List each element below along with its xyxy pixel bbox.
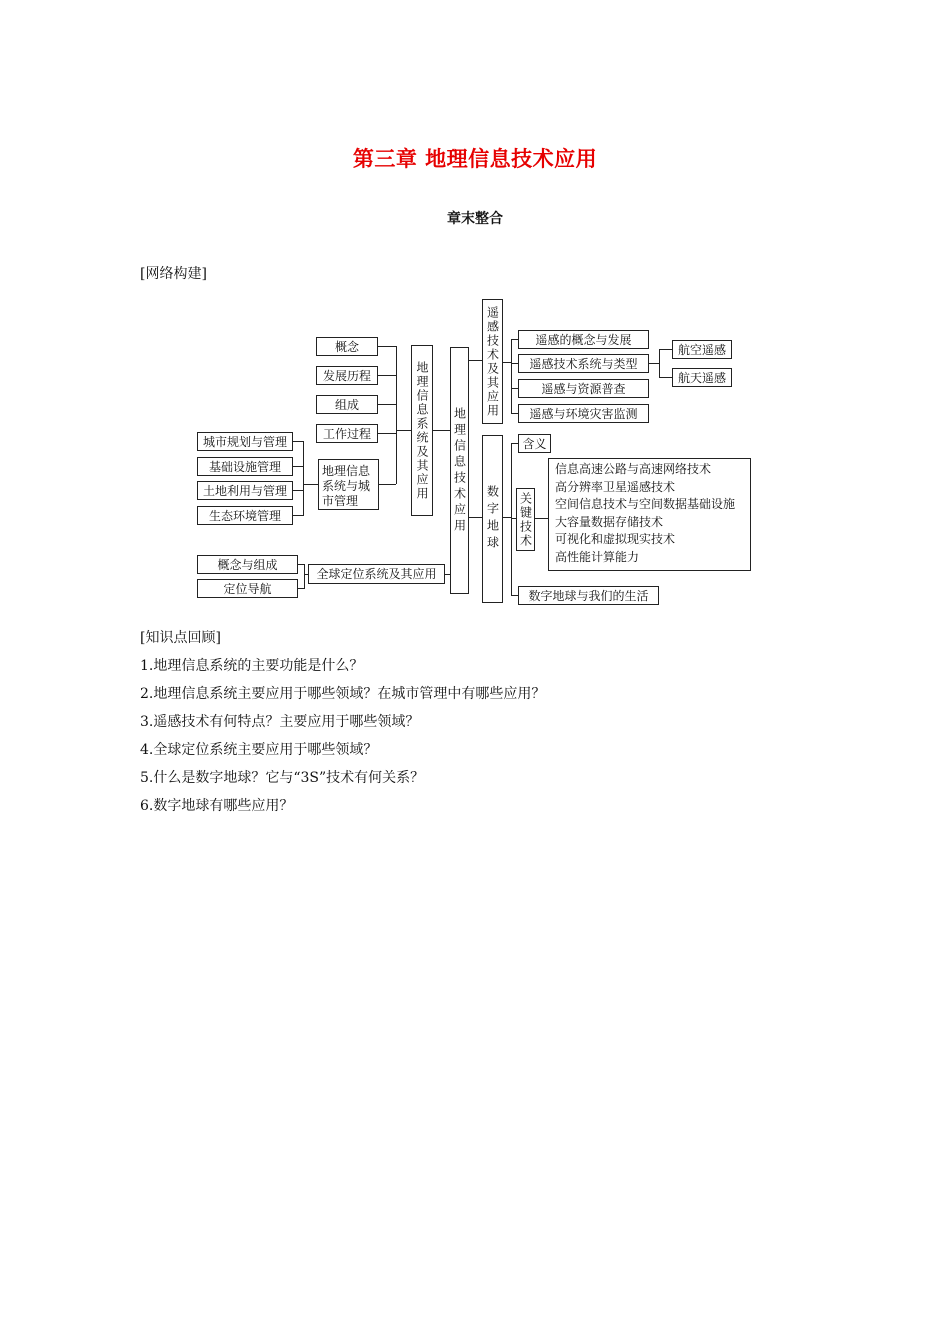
key-tech-item: 空间信息技术与空间数据基础设施 — [555, 497, 736, 511]
question-item: 6.数字地球有哪些应用？ — [140, 798, 294, 814]
connector-line — [535, 518, 548, 519]
rs-type-box: 航天遥感 — [672, 368, 732, 387]
question-item: 5.什么是数字地球？它与“3S”技术有何关系？ — [140, 770, 425, 786]
gis-item-box: 组成 — [316, 395, 378, 414]
city-item-box: 土地利用与管理 — [197, 481, 293, 500]
connector-line — [378, 375, 396, 376]
question-item: 2.地理信息系统主要应用于哪些领域？在城市管理中有哪些应用？ — [140, 686, 546, 702]
connector-line — [469, 360, 482, 361]
rs-box — [482, 299, 503, 424]
center-label: 地理信息技术应用 — [452, 406, 467, 535]
rs-item-box: 遥感与资源普查 — [518, 379, 649, 398]
de-box — [482, 435, 503, 603]
gis-item-box: 概念 — [316, 337, 378, 356]
chapter-title: 第三章 地理信息技术应用 — [352, 146, 598, 171]
connector-line — [511, 339, 518, 340]
connector-line — [396, 346, 397, 484]
key-tech-item: 可视化和虚拟现实技术 — [555, 532, 676, 546]
connector-line — [511, 388, 518, 389]
section-subtitle: 章末整合 — [447, 211, 503, 227]
gps-box: 全球定位系统及其应用 — [308, 564, 445, 584]
key-tech-item: 信息高速公路与高速网络技术 — [555, 462, 712, 476]
city-item-box: 城市规划与管理 — [197, 432, 293, 451]
connector-line — [511, 443, 512, 595]
de-label: 数字地球 — [485, 485, 500, 553]
rs-item-box: 遥感技术系统与类型 — [518, 354, 649, 373]
connector-line — [378, 433, 396, 434]
gis-item-box: 发展历程 — [316, 366, 378, 385]
connector-line — [649, 363, 659, 364]
connector-line — [378, 484, 396, 485]
gis-box — [411, 345, 433, 516]
connector-line — [293, 441, 303, 442]
network-heading: [网络构建] — [140, 266, 207, 282]
gis-label: 地理信息系统及其应用 — [415, 360, 429, 501]
rs-label: 遥感技术及其应用 — [485, 305, 500, 418]
key-tech-item: 高分辨率卫星遥感技术 — [555, 479, 676, 494]
gps-item-box: 定位导航 — [197, 579, 298, 598]
rs-item-box: 遥感与环境灾害监测 — [518, 404, 649, 423]
key-tech-item: 高性能计算能力 — [555, 549, 640, 564]
connector-line — [304, 564, 305, 589]
connector-line — [433, 430, 450, 431]
connector-line — [511, 595, 518, 596]
connector-line — [293, 490, 303, 491]
gis-item-box: 工作过程 — [316, 424, 378, 443]
de-keytech-label: 关键技术 — [518, 491, 533, 548]
center-box — [450, 347, 469, 594]
gps-item-box: 概念与组成 — [197, 555, 298, 574]
question-item: 4.全球定位系统主要应用于哪些领域？ — [140, 742, 378, 758]
connector-line — [659, 349, 672, 350]
rs-type-box: 航空遥感 — [672, 340, 732, 359]
connector-line — [503, 517, 511, 518]
de-meaning-box: 含义 — [518, 434, 551, 453]
de-life-box: 数字地球与我们的生活 — [518, 586, 659, 605]
city-item-box: 生态环境管理 — [197, 506, 293, 525]
connector-line — [469, 517, 482, 518]
connector-line — [378, 346, 396, 347]
key-tech-item: 大容量数据存储技术 — [555, 514, 664, 529]
connector-line — [511, 443, 518, 444]
rs-item-box: 遥感的概念与发展 — [518, 330, 649, 349]
connector-line — [511, 339, 512, 413]
gis-city-box: 地理信息系统与城市管理 — [318, 459, 379, 510]
connector-line — [511, 363, 518, 364]
connector-line — [659, 377, 672, 378]
connector-line — [303, 484, 318, 485]
connector-line — [503, 362, 511, 363]
connector-line — [293, 515, 303, 516]
connector-line — [659, 349, 660, 377]
de-keytech-box — [516, 488, 535, 551]
connector-line — [378, 404, 396, 405]
connector-line — [396, 430, 411, 431]
connector-line — [303, 441, 304, 516]
key-tech-list — [548, 458, 751, 571]
city-item-box: 基础设施管理 — [197, 457, 293, 476]
connector-line — [511, 413, 518, 414]
question-item: 3.遥感技术有何特点？主要应用于哪些领域？ — [140, 714, 420, 730]
review-heading: [知识点回顾] — [140, 630, 221, 646]
question-item: 1.地理信息系统的主要功能是什么？ — [140, 658, 364, 674]
connector-line — [293, 466, 303, 467]
